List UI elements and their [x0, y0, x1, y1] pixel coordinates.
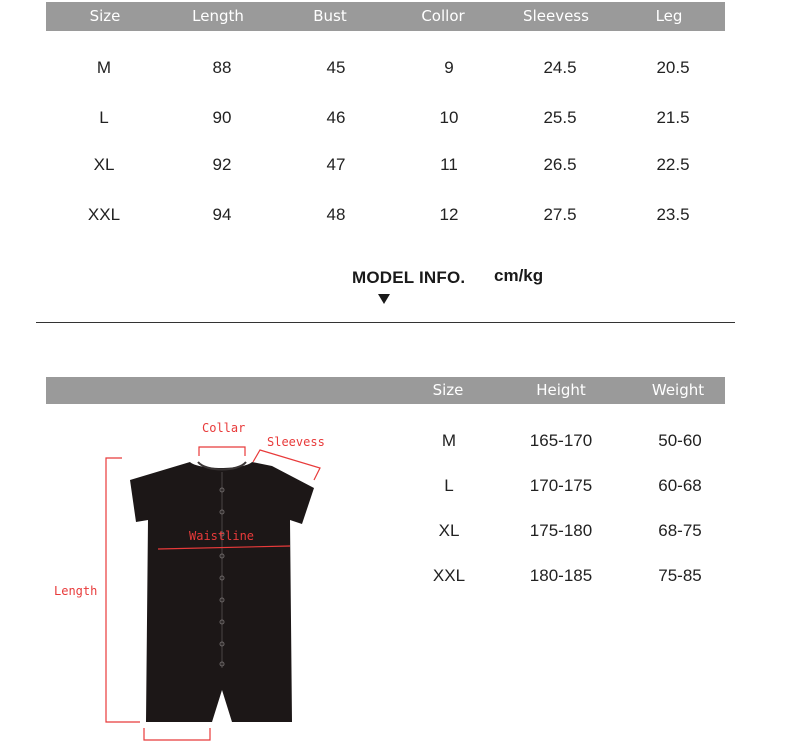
- cell-leg: 21.5: [656, 108, 690, 127]
- cell-bust: 47: [326, 155, 346, 174]
- cell-height: 165-170: [529, 431, 593, 450]
- cell-sleeve: 25.5: [543, 108, 577, 127]
- collar-label: Collar: [202, 421, 246, 435]
- cell-length: 90: [212, 108, 232, 127]
- cell-weight: 68-75: [658, 521, 702, 540]
- cell-length: 94: [212, 205, 232, 224]
- cell-weight: 50-60: [658, 431, 702, 450]
- arrow-down-icon: [378, 294, 390, 304]
- model-info-unit: cm/kg: [494, 266, 544, 285]
- cell-size: M: [96, 58, 112, 77]
- cell-collar: 11: [440, 155, 458, 174]
- header-collar: Collor: [421, 7, 465, 25]
- cell-leg: 22.5: [656, 155, 690, 174]
- cell-height: 170-175: [529, 476, 593, 495]
- size-table-header: [46, 2, 725, 31]
- waistline-label: Waistline: [189, 529, 255, 543]
- cell-length: 88: [212, 58, 232, 77]
- romper-measurement-diagram: [0, 404, 400, 744]
- cell-height: 180-185: [529, 566, 593, 585]
- header-bust: Bust: [313, 7, 347, 25]
- cell-collar: 9: [444, 58, 454, 77]
- header-weight: Weight: [651, 381, 705, 399]
- cell-leg: 20.5: [656, 58, 690, 77]
- cell-bust: 45: [326, 58, 346, 77]
- cell-weight: 60-68: [658, 476, 702, 495]
- cell-length: 92: [212, 155, 232, 174]
- cell-collar: 12: [439, 205, 459, 224]
- cell-bust: 46: [326, 108, 346, 127]
- header-size: Size: [89, 7, 121, 25]
- length-label: Length: [54, 584, 98, 598]
- cell-height: 175-180: [529, 521, 593, 540]
- cell-sleeve: 24.5: [543, 58, 577, 77]
- cell-collar: 10: [439, 108, 459, 127]
- sleeve-label: Sleevess: [267, 435, 325, 449]
- cell-size: XL: [93, 155, 115, 174]
- cell-size: L: [444, 476, 454, 495]
- header-size: Size: [432, 381, 464, 399]
- cell-size: L: [99, 108, 109, 127]
- header-length: Length: [192, 7, 244, 25]
- cell-size: M: [441, 431, 457, 450]
- header-leg: Leg: [655, 7, 683, 25]
- header-sleeve: Sleevess: [523, 7, 589, 25]
- model-info-title: MODEL INFO.: [352, 268, 466, 287]
- cell-sleeve: 27.5: [543, 205, 577, 224]
- cell-sleeve: 26.5: [543, 155, 577, 174]
- cell-size: XL: [438, 521, 460, 540]
- cell-weight: 75-85: [658, 566, 702, 585]
- model-table-header: [46, 377, 725, 404]
- romper-garment-icon: [130, 462, 314, 722]
- cell-leg: 23.5: [656, 205, 690, 224]
- header-height: Height: [536, 381, 586, 399]
- cell-size: XXL: [87, 205, 121, 224]
- cell-bust: 48: [326, 205, 346, 224]
- section-divider: [36, 322, 735, 323]
- cell-size: XXL: [432, 566, 466, 585]
